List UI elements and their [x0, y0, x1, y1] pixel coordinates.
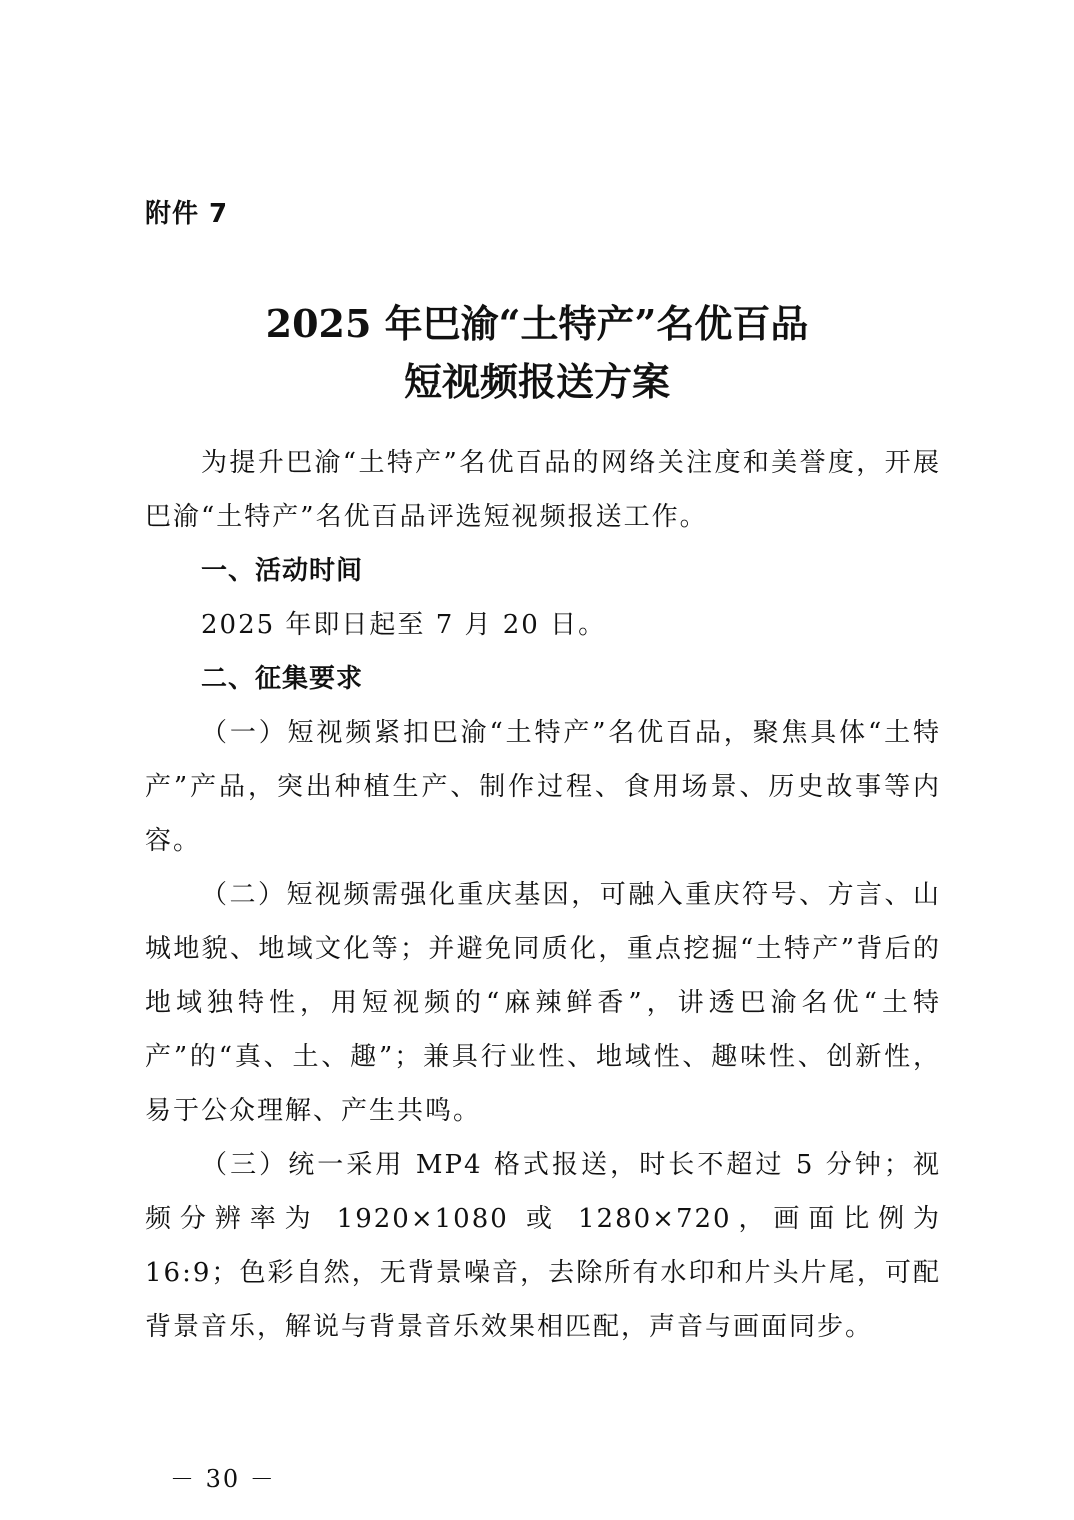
page-number: － 30 － — [170, 1465, 276, 1493]
section-1-heading: 一、活动时间 — [201, 556, 364, 586]
section-1-text: 2025 年即日起至 7 月 20 日。 — [201, 610, 607, 640]
requirement-item-3: （三）统一采用 MP4 格式报送，时长不超过 5 分钟；视频分辨率为 1920×1080 或 1280×720，画面比例为 16:9；色彩自然，无背景噪音，去除所有水印和片头片尾，可配背景音乐，解说与背景音乐效果相匹配，声音与画面同步。 — [145, 1150, 941, 1342]
attachment-label: 附件 7 — [145, 199, 229, 229]
document-title-line-1: 2025 年巴渝“土特产”名优百品 — [265, 301, 809, 346]
section-2-heading: 二、征集要求 — [201, 664, 364, 694]
intro-paragraph: 为提升巴渝“土特产”名优百品的网络关注度和美誉度，开展巴渝“土特产”名优百品评选短视频报送工作。 — [145, 448, 941, 532]
requirement-item-2: （二）短视频需强化重庆基因，可融入重庆符号、方言、山城地貌、地域文化等；并避免同质化，重点挖掘“土特产”背后的地域独特性，用短视频的“麻辣鲜香”，讲透巴渝名优“土特产”的“真、土、趣”；兼具行业性、地域性、趣味性、创新性，易于公众理解、产生共鸣。 — [145, 880, 941, 1126]
document-title-line-2: 短视频报送方案 — [403, 359, 670, 404]
requirement-item-1: （一）短视频紧扣巴渝“土特产”名优百品，聚焦具体“土特产”产品，突出种植生产、制作过程、食用场景、历史故事等内容。 — [145, 718, 941, 856]
